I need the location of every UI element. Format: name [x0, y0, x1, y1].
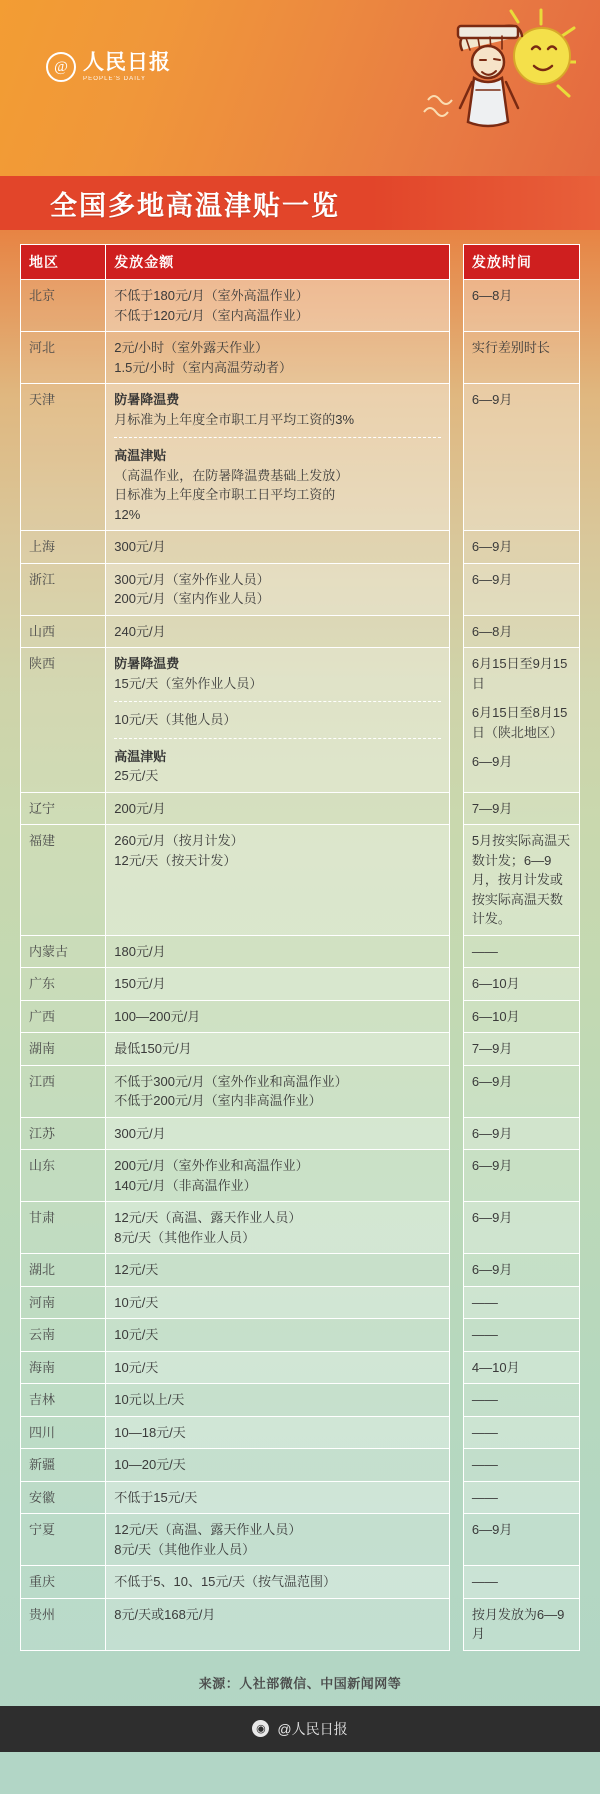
weibo-eye-icon: ◉ — [252, 1720, 269, 1737]
cell-time — [463, 1514, 579, 1566]
cell-region: 甘肃 — [21, 1202, 106, 1254]
time-line: 6—8月 — [471, 288, 513, 303]
amount-line: 日标准为上年度全市职工日平均工资的 — [114, 487, 336, 502]
cell-amount — [106, 531, 449, 564]
table-row — [21, 531, 580, 564]
cell-time — [463, 1566, 579, 1599]
cell-region: 山东 — [21, 1150, 106, 1202]
row-gap — [449, 825, 463, 936]
cell-region: 江西 — [21, 1065, 106, 1117]
cell-region: 上海 — [21, 531, 106, 564]
cell-region: 陕西 — [21, 648, 106, 793]
amount-line: 200元/月（室外作业和高温作业） — [114, 1158, 309, 1173]
cell-amount — [106, 1351, 449, 1384]
cell-time — [463, 1254, 579, 1287]
time-line: —— — [471, 1327, 498, 1342]
cell-amount — [106, 1319, 449, 1352]
table-row — [21, 1065, 580, 1117]
row-gap — [449, 1286, 463, 1319]
row-gap — [449, 792, 463, 825]
cell-region: 新疆 — [21, 1449, 106, 1482]
time-line: —— — [471, 943, 498, 959]
table-row — [21, 1514, 580, 1566]
amount-line: 200元/月（室内作业人员） — [114, 591, 270, 606]
row-gap — [449, 531, 463, 564]
amount-line: 不低于180元/月（室外高温作业） — [114, 288, 309, 303]
table-row — [21, 384, 580, 531]
amount-line: 10元/天 — [114, 1327, 159, 1342]
cell-region: 重庆 — [21, 1566, 106, 1599]
time-line: 6—9月 — [471, 1262, 513, 1277]
sun-and-worker-illustration — [366, 4, 576, 144]
time-line: 6—9月 — [471, 392, 513, 407]
amount-line: 8元/天（其他作业人员） — [114, 1229, 256, 1245]
row-gap — [449, 1566, 463, 1599]
cell-amount — [106, 1514, 449, 1566]
weibo-footer[interactable] — [0, 1706, 600, 1752]
table-row — [21, 648, 580, 793]
cell-divider — [114, 701, 440, 702]
time-line: 6—9月 — [471, 1073, 513, 1089]
table-row — [21, 280, 580, 332]
table-row — [21, 1481, 580, 1514]
cell-region: 广东 — [21, 968, 106, 1001]
row-gap — [449, 615, 463, 648]
time-line: —— — [471, 1424, 498, 1440]
amount-line: 260元/月（按月计发） — [114, 833, 244, 848]
col-header-region: 地区 — [21, 245, 106, 280]
time-line: —— — [471, 1489, 498, 1505]
cell-region: 广西 — [21, 1000, 106, 1033]
row-gap — [449, 1449, 463, 1482]
cell-region: 贵州 — [21, 1598, 106, 1650]
time-line: 5月按实际高温天数计发；6—9月，按月计发或按实际高温天数计发。 — [471, 833, 571, 926]
amount-line: 12元/天（高温、露天作业人员） — [114, 1210, 302, 1225]
cell-amount — [106, 1000, 449, 1033]
cell-time — [463, 332, 579, 384]
table-row — [21, 935, 580, 968]
cell-divider — [114, 437, 440, 438]
time-line: 7—9月 — [471, 1041, 513, 1056]
cell-amount — [106, 1202, 449, 1254]
table-row — [21, 1150, 580, 1202]
amount-line: 300元/月 — [114, 1125, 166, 1141]
table-row — [21, 1254, 580, 1287]
row-gap — [449, 332, 463, 384]
cell-time — [463, 1598, 579, 1650]
cell-amount — [106, 1384, 449, 1417]
amount-line: 10元/天（其他人员） — [114, 712, 237, 727]
row-gap — [449, 1481, 463, 1514]
cell-region: 天津 — [21, 384, 106, 531]
table-row — [21, 1000, 580, 1033]
amount-line: 12元/天（按天计发） — [114, 852, 237, 868]
cell-time — [463, 384, 579, 531]
row-gap — [449, 1384, 463, 1417]
cell-region: 江苏 — [21, 1117, 106, 1150]
cell-time — [463, 1202, 579, 1254]
cell-time — [463, 792, 579, 825]
cell-time — [463, 1065, 579, 1117]
cell-divider — [114, 738, 440, 739]
row-gap — [449, 968, 463, 1001]
cell-region: 海南 — [21, 1351, 106, 1384]
table-row — [21, 1566, 580, 1599]
table-row — [21, 1384, 580, 1417]
table-row — [21, 1033, 580, 1066]
amount-subtitle: 高温津贴 — [114, 448, 167, 463]
row-gap — [449, 1416, 463, 1449]
time-line: 6—9月 — [471, 571, 513, 587]
cell-amount — [106, 648, 449, 793]
row-gap — [449, 1351, 463, 1384]
amount-line: 月标准为上年度全市职工月平均工资的3% — [114, 411, 355, 427]
time-line: —— — [471, 1457, 498, 1472]
time-line: 7—9月 — [471, 800, 513, 816]
page-title: 全国多地高温津贴一览 — [50, 190, 340, 221]
time-line: 6—8月 — [471, 623, 513, 639]
time-line: 6—9月 — [471, 539, 513, 554]
row-gap — [449, 1319, 463, 1352]
cell-time — [463, 825, 579, 936]
cell-amount — [106, 280, 449, 332]
table-body — [21, 280, 580, 1651]
row-gap — [449, 1598, 463, 1650]
amount-line: 12元/天（高温、露天作业人员） — [114, 1522, 302, 1537]
amount-line: （高温作业，在防暑降温费基础上发放） — [114, 467, 349, 483]
row-gap — [449, 563, 463, 615]
cell-time — [463, 1286, 579, 1319]
amount-line: 10—18元/天 — [114, 1424, 186, 1440]
time-line: 6—9月 — [471, 754, 513, 769]
time-line: 6—9月 — [471, 1158, 513, 1173]
amount-line: 150元/月 — [114, 976, 166, 991]
time-line: 4—10月 — [471, 1359, 520, 1375]
col-header-time: 发放时间 — [463, 245, 579, 280]
table-row — [21, 1286, 580, 1319]
cell-time — [463, 531, 579, 564]
time-line: 实行差别时长 — [471, 340, 550, 355]
amount-line: 1.5元/小时（室内高温劳动者） — [114, 359, 292, 375]
table-row — [21, 1449, 580, 1482]
poster-header — [0, 0, 600, 176]
amount-line: 2元/小时（室外露天作业） — [114, 340, 269, 355]
cell-time — [463, 1319, 579, 1352]
cell-region: 福建 — [21, 825, 106, 936]
cell-region: 宁夏 — [21, 1514, 106, 1566]
table-row — [21, 1351, 580, 1384]
cell-region: 云南 — [21, 1319, 106, 1352]
time-line: 6月15日至9月15日 — [471, 656, 568, 691]
table-row — [21, 1202, 580, 1254]
cell-amount — [106, 1566, 449, 1599]
time-line: —— — [471, 1294, 498, 1310]
cell-amount — [106, 1150, 449, 1202]
table-container — [0, 230, 600, 1651]
cell-time — [463, 1033, 579, 1066]
cell-amount — [106, 1481, 449, 1514]
cell-time — [463, 1384, 579, 1417]
amount-line: 25元/天 — [114, 768, 159, 783]
table-row — [21, 1416, 580, 1449]
amount-line: 100—200元/月 — [114, 1008, 201, 1024]
row-gap — [449, 1150, 463, 1202]
amount-line: 8元/天（其他作业人员） — [114, 1541, 256, 1557]
cell-region: 安徽 — [21, 1481, 106, 1514]
amount-line: 8元/天或168元/月 — [114, 1606, 216, 1622]
cell-amount — [106, 825, 449, 936]
cell-region: 辽宁 — [21, 792, 106, 825]
cell-amount — [106, 615, 449, 648]
time-spacer — [472, 410, 571, 420]
cell-time — [463, 1449, 579, 1482]
source-note: 来源：人社部微信、中国新闻网等 — [198, 1675, 402, 1691]
amount-line: 不低于200元/月（室内非高温作业） — [114, 1093, 322, 1108]
amount-line: 10—20元/天 — [114, 1457, 186, 1472]
cell-amount — [106, 1449, 449, 1482]
cell-amount — [106, 1117, 449, 1150]
table-row — [21, 792, 580, 825]
amount-line: 200元/月 — [114, 800, 166, 816]
amount-line: 10元以上/天 — [114, 1392, 185, 1407]
amount-line: 不低于120元/月（室内高温作业） — [114, 307, 309, 323]
time-line: 按月发放为6—9月 — [471, 1606, 565, 1641]
people-daily-mark-icon: @ — [46, 52, 76, 82]
time-spacer — [472, 742, 571, 752]
time-spacer — [472, 693, 571, 703]
cell-amount — [106, 1065, 449, 1117]
amount-line: 最低150元/月 — [114, 1041, 192, 1056]
time-line: 6—10月 — [471, 1008, 520, 1024]
amount-line: 10元/天 — [114, 1294, 159, 1310]
cell-time — [463, 615, 579, 648]
time-line: —— — [471, 1574, 498, 1589]
poster-title-band — [0, 176, 600, 230]
cell-amount — [106, 1286, 449, 1319]
cell-time — [463, 1117, 579, 1150]
cell-amount — [106, 935, 449, 968]
cell-region: 河北 — [21, 332, 106, 384]
amount-subtitle: 防暑降温费 — [114, 656, 180, 671]
cell-region: 四川 — [21, 1416, 106, 1449]
row-gap — [449, 280, 463, 332]
time-line: 6月15日至8月15日（陕北地区） — [471, 705, 568, 740]
amount-line: 15元/天（室外作业人员） — [114, 675, 263, 691]
time-line: 6—9月 — [471, 1210, 513, 1225]
cell-amount — [106, 968, 449, 1001]
cell-amount — [106, 792, 449, 825]
cell-region: 吉林 — [21, 1384, 106, 1417]
cell-region: 内蒙古 — [21, 935, 106, 968]
amount-line: 不低于5、10、15元/天（按气温范围） — [114, 1574, 337, 1589]
cell-amount — [106, 1598, 449, 1650]
cell-time — [463, 563, 579, 615]
cell-time — [463, 280, 579, 332]
time-line: 6—10月 — [471, 976, 520, 991]
row-gap — [449, 935, 463, 968]
cell-time — [463, 1351, 579, 1384]
cell-amount — [106, 332, 449, 384]
amount-line: 180元/月 — [114, 943, 166, 959]
amount-line: 300元/月（室外作业人员） — [114, 571, 270, 587]
row-gap — [449, 1202, 463, 1254]
cell-time — [463, 935, 579, 968]
cell-time — [463, 1000, 579, 1033]
row-gap — [449, 1254, 463, 1287]
table-row — [21, 332, 580, 384]
table-row — [21, 1117, 580, 1150]
row-gap — [449, 1117, 463, 1150]
time-line: 6—9月 — [471, 1522, 513, 1537]
row-gap — [449, 1033, 463, 1066]
amount-line: 140元/月（非高温作业） — [114, 1177, 257, 1193]
amount-subtitle: 防暑降温费 — [114, 392, 180, 407]
header-gap — [449, 245, 463, 280]
table-row — [21, 563, 580, 615]
cell-amount — [106, 384, 449, 531]
brand-name-cn: 人民日报 — [83, 51, 171, 74]
weibo-account-label: @人民日报 — [277, 1720, 348, 1737]
cell-time — [463, 1416, 579, 1449]
amount-line: 300元/月 — [114, 539, 166, 554]
amount-line: 不低于300元/月（室外作业和高温作业） — [114, 1073, 348, 1089]
brand-logo — [46, 52, 171, 82]
table-row — [21, 825, 580, 936]
cell-amount — [106, 1254, 449, 1287]
table-row — [21, 968, 580, 1001]
table-row — [21, 1598, 580, 1650]
amount-line: 不低于15元/天 — [114, 1489, 198, 1505]
amount-line: 12% — [114, 506, 141, 522]
cell-region: 浙江 — [21, 563, 106, 615]
row-gap — [449, 1000, 463, 1033]
cell-region: 山西 — [21, 615, 106, 648]
amount-subtitle: 高温津贴 — [114, 748, 167, 764]
cell-region: 湖南 — [21, 1033, 106, 1066]
cell-region: 北京 — [21, 280, 106, 332]
brand-logo-text — [83, 52, 171, 82]
time-line: 6—9月 — [471, 1125, 513, 1141]
row-gap — [449, 384, 463, 531]
cell-region: 湖北 — [21, 1254, 106, 1287]
table-row — [21, 615, 580, 648]
col-header-amount: 发放金额 — [106, 245, 449, 280]
cell-amount — [106, 1416, 449, 1449]
row-gap — [449, 1514, 463, 1566]
row-gap — [449, 1065, 463, 1117]
cell-amount — [106, 563, 449, 615]
time-line: —— — [471, 1392, 498, 1407]
allowance-table — [20, 244, 580, 1651]
table-header-row — [21, 245, 580, 280]
cell-time — [463, 648, 579, 793]
row-gap — [449, 648, 463, 793]
cell-amount — [106, 1033, 449, 1066]
amount-line: 12元/天 — [114, 1262, 159, 1277]
cell-time — [463, 1150, 579, 1202]
brand-name-en: PEOPLE'S DAILY — [83, 76, 147, 83]
amount-line: 240元/月 — [114, 623, 166, 639]
cell-time — [463, 968, 579, 1001]
cell-time — [463, 1481, 579, 1514]
amount-line: 10元/天 — [114, 1359, 159, 1375]
cell-region: 河南 — [21, 1286, 106, 1319]
table-row — [21, 1319, 580, 1352]
